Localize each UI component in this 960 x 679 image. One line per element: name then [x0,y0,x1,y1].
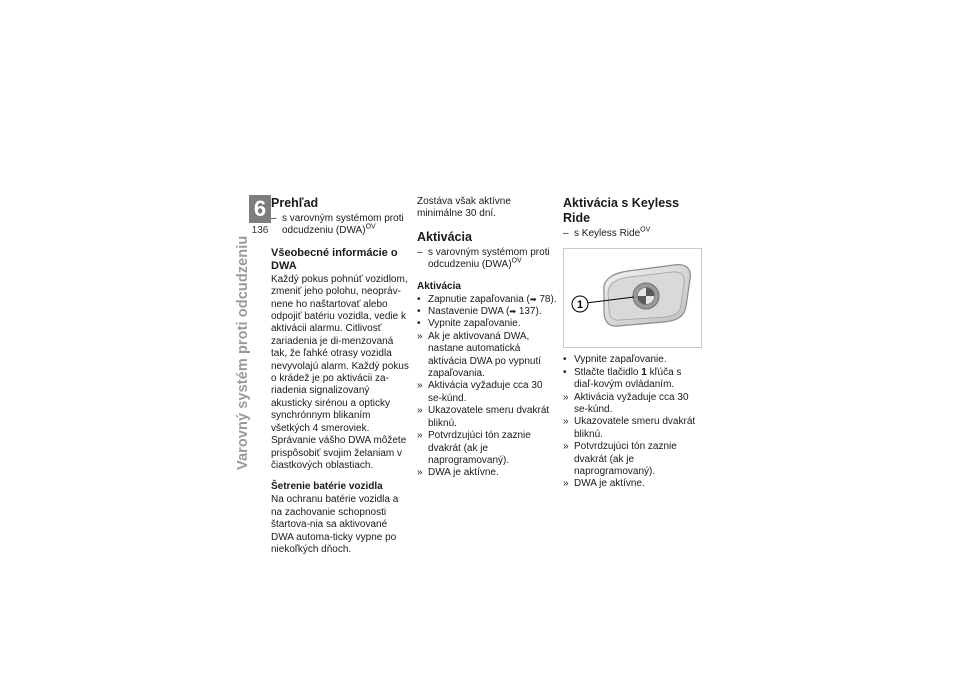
option-sup: OV [511,257,522,265]
result-item [563,392,703,417]
bullet-text: Zapnutie zapaľovania ( [428,293,530,305]
subheading-activation: Aktivácia [417,280,461,292]
result-item [417,405,557,430]
bullet-marker: • [417,293,421,305]
bullet-item [563,354,703,366]
option-note-text: s varovným systémom proti odcudzeniu (DWA) [428,246,550,271]
bullet-text-end: ). [550,293,557,305]
heading-general-info: Všeobecné informácie o DWA [271,246,398,272]
result-item [417,430,557,467]
result-marker: » [563,416,569,428]
column-1 [271,196,411,556]
bullet-item [417,318,557,330]
page-ref-arrow-icon: ➡ [509,307,517,317]
bullet-text: Vypnite zapaľovanie. [428,318,521,330]
bullet-text-end: kľúča s diaľ-kovým ovládaním. [574,366,682,391]
result-text: DWA je aktívne. [428,467,499,479]
result-marker: » [563,391,569,403]
page-ref-link[interactable]: 78 [539,293,551,305]
heading-battery-saving: Šetrenie batérie vozidla [271,481,383,493]
dash-marker: – [271,213,277,224]
heading-overview: Prehľad [271,196,319,210]
column-2 [417,196,557,480]
option-note-text: s varovným systémom proti odcudzeniu (DWA) [282,213,404,237]
chapter-side-title: Varovný systém proti odcudzeniu [235,235,251,470]
result-text: Aktivácia vyžaduje cca 30 se-kúnd. [428,380,543,404]
bullet-marker: • [417,318,421,330]
option-sup: OV [640,226,651,234]
result-text: DWA je aktívne. [574,478,645,490]
dash-marker: – [563,228,569,239]
heading-keyless-activation: Aktivácia s Keyless Ride [563,196,680,225]
result-item [417,380,557,405]
page-ref-arrow-icon: ➡ [529,294,537,304]
result-item [563,478,703,490]
page-ref-link[interactable]: 137 [518,306,536,318]
bullet-marker: • [563,366,567,378]
result-marker: » [417,330,423,342]
paragraph-continued: Zostáva však aktívne minimálne 30 dní. [417,196,511,220]
option-note [563,228,703,240]
result-item [417,467,557,479]
result-marker: » [563,441,569,453]
bullet-text: Nastavenie DWA ( [428,306,510,318]
result-item [563,441,703,478]
option-note [271,213,411,238]
page-number: 136 [251,225,269,236]
result-text: Ak je aktivovaná DWA, nastane automatická aktivácia DWA po vypnutí zapaľovania. [428,330,542,380]
result-marker: » [417,380,423,392]
result-text: Aktivácia vyžaduje cca 30 se-kúnd. [574,391,689,416]
bullet-text: Stlačte tlačidlo [574,366,642,378]
result-marker: » [417,405,423,417]
callout-number: 1 [576,299,584,312]
dash-marker: – [417,246,423,258]
result-text: Ukazovatele smeru dvakrát bliknú. [574,416,696,440]
paragraph-battery-saving: Na ochranu batérie vozidla a na zachovanie schopnosti štartova-nia sa aktivované DWA automa-ticky vypne po niekoľkých dňoch. [271,494,399,555]
option-note [417,247,557,272]
button-ref-number: 1 [641,366,647,378]
chapter-number-badge: 6 [249,195,271,223]
bullet-item [417,294,557,306]
result-item [417,331,557,381]
bullet-item [563,367,703,392]
bullet-text-end: ). [535,306,542,318]
bullet-marker: • [417,306,421,318]
result-text: Potvrdzujúci tón zaznie dvakrát (ak je naprogramovaný). [574,441,677,478]
bullet-text: Vypnite zapaľovanie. [574,354,667,366]
result-marker: » [417,467,423,479]
result-text: Potvrdzujúci tón zaznie dvakrát (ak je naprogramovaný). [428,430,531,466]
result-marker: » [417,430,423,442]
bullet-item [417,306,557,318]
option-note-text: s Keyless Ride [574,228,641,239]
paragraph-general-info: Každý pokus pohnúť vozidlom, zmeniť jeho polohu, neopráv-nene ho naštartovať alebo odpojiť batériu vozidla, vedie k aktivácii alarmu. Citlivosť zariadenia je di-menzovaná tak, že ľahké otrasy vozidla nevyvolajú alarm. Každý pokus o krádež je po aktivácii za-riadenia signalizovaný akusticky sirénou a opticky synchrónnym blikaním všetkých 4 smeroviek. Správanie vášho DWA môžete prispôsobiť svojim želaniam v čiastkových oblastiach. [271,273,409,471]
result-marker: » [563,478,569,490]
bullet-marker: • [563,354,567,366]
heading-activation: Aktivácia [417,229,472,244]
key-fob-illustration [563,248,702,348]
column-3 [563,196,703,491]
result-item [563,416,703,441]
option-sup: OV [365,224,376,232]
result-text: Ukazovatele smeru dvakrát bliknú. [428,405,550,429]
